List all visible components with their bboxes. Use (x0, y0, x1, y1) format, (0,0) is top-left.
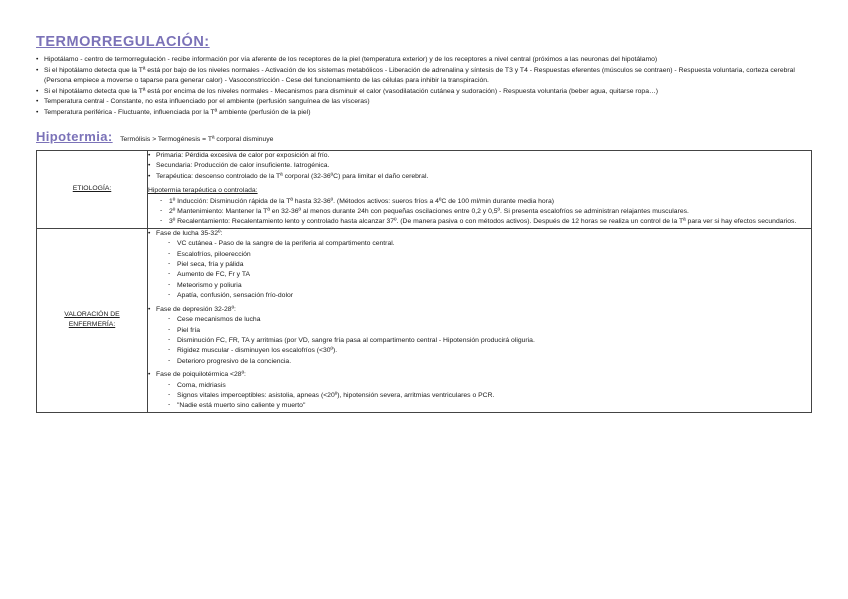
hipotermia-title: Hipotermia: (36, 129, 113, 144)
list-item: - Deterioro progresivo de la conciencia. (168, 357, 811, 367)
phase-title: Fase de depresión 32-28º: (156, 305, 236, 313)
list-item: • Terapéutica: descenso controlado de la Tª corporal (32-36ºC) para limitar el daño cerebral. (148, 172, 811, 182)
etiologia-label (37, 151, 148, 229)
intro-item: • Hipotálamo - centro de termorregulación - recibe información por vía aferente de los receptores de la piel (temperatura exterior) y de los receptores a nivel central (próximos a las neuronas del hipotálamo) (36, 55, 812, 66)
valoracion-label (37, 228, 148, 412)
phase-depresion (148, 305, 811, 367)
list-item: - Piel fría (168, 326, 811, 336)
list-item: - 3º Recalentamiento: Recalentamiento lento y controlado hasta alcanzar 37º. (De manera pasiva o con métodos activos). Después de 12 horas se realiza un control de la Tª para ver si hay efectos secundarios. (160, 217, 811, 227)
valoracion-content (148, 228, 812, 412)
list-item: - 2º Mantenimiento: Mantener la Tª en 32-36º al menos durante 24h con pequeñas oscilaciones entre 0,2 y 0,5º. Si presenta escalofríos se administran relajantes musculares. (160, 207, 811, 217)
list-item: - Meteorismo y poliuria (168, 281, 811, 291)
list-item: • Secundaria: Producción de calor insuficiente. Iatrogénica. (148, 161, 811, 171)
intro-item: • Si el hipotálamo detecta que la Tª está por encima de los niveles normales - Mecanismos para disminuir el calor (vasodilatación cutánea y sudoración) - Respuesta voluntaria (beber agua, quitarse ropa…) (36, 87, 812, 98)
list-item: • Primaria: Pérdida excesiva de calor por exposición al frío. (148, 151, 811, 161)
etiologia-bullets (148, 151, 811, 182)
valoracion-phases (148, 229, 811, 412)
list-item: - Escalofríos, piloerección (168, 250, 811, 260)
hipotermia-heading (36, 129, 812, 145)
list-item: - Piel seca, fría y pálida (168, 260, 811, 270)
valoracion-label-line1: VALORACIÓN DE (64, 311, 120, 319)
phase-title: Fase de lucha 35-32º: (156, 229, 223, 237)
table-row-valoracion (37, 228, 812, 412)
terapeutica-steps (148, 197, 811, 228)
phase-title: Fase de poiquilotérmica <28º: (156, 371, 246, 379)
phase-items (156, 381, 811, 412)
list-item: - Aumento de FC, Fr y TA (168, 270, 811, 280)
valoracion-label-line2: ENFERMERÍA: (68, 321, 116, 329)
intro-list (36, 55, 812, 118)
list-item: - 1º Inducción: Disminución rápida de la Tª hasta 32-36º. (Métodos activos: sueros fríos a 4ºC de 100 ml/min durante media hora) (160, 197, 811, 207)
list-item: - Cese mecanismos de lucha (168, 315, 811, 325)
page-title: TERMORREGULACIÓN: (36, 34, 210, 50)
phase-items (156, 239, 811, 301)
phase-poiquilotermica (148, 370, 811, 412)
list-item: - Signos vitales imperceptibles: asistolia, apneas (<20º), hipotensión severa, arritmias ventriculares o PCR. (168, 391, 811, 401)
hipotermia-subtitle: Termólisis > Termogénesis = Tª corporal disminuye (120, 136, 274, 143)
list-item: - Disminución FC, FR, TA y arritmias (por VD, sangre fría pasa al compartimento central - Hipotensión producirá oliguria. (168, 336, 811, 346)
document-page (36, 34, 812, 413)
list-item: - Apatía, confusión, sensación frío-dolor (168, 291, 811, 301)
intro-item: • Temperatura periférica - Fluctuante, influenciada por la Tª ambiente (perfusión de la piel) (36, 108, 812, 119)
phase-items (156, 315, 811, 367)
intro-item: • Si el hipotálamo detecta que la Tª está por bajo de los niveles normales - Activación de los sistemas metabólicos - Liberación de adrenalina y síntesis de T3 y T4 - Respuestas eferentes (músculos se contraen) - Respuesta voluntaria, corteza cerebral (Persona empiece a moverse o taparse para generar calor) - Vasoconstricción - Cese del funcionamiento de las células para inhibir la transpiración. (36, 66, 812, 87)
intro-item: • Temperatura central - Constante, no esta influenciado por el ambiente (perfusión sanguínea de las vísceras) (36, 97, 812, 108)
hipotermia-table (36, 150, 812, 413)
hipotermia-terapeutica-heading: Hipotermia terapéutica o controlada: (148, 187, 258, 195)
etiologia-label-text: ETIOLOGÍA: (72, 185, 112, 193)
list-item: - Coma, midriasis (168, 381, 811, 391)
etiologia-content (148, 151, 812, 229)
table-row-etiologia (37, 151, 812, 229)
list-item: - VC cutánea - Paso de la sangre de la periferia al compartimento central. (168, 239, 811, 249)
list-item: - "Nadie está muerto sino caliente y muerto" (168, 401, 811, 411)
list-item: - Rigidez muscular - disminuyen los escalofríos (<30º). (168, 346, 811, 356)
phase-lucha (148, 229, 811, 302)
